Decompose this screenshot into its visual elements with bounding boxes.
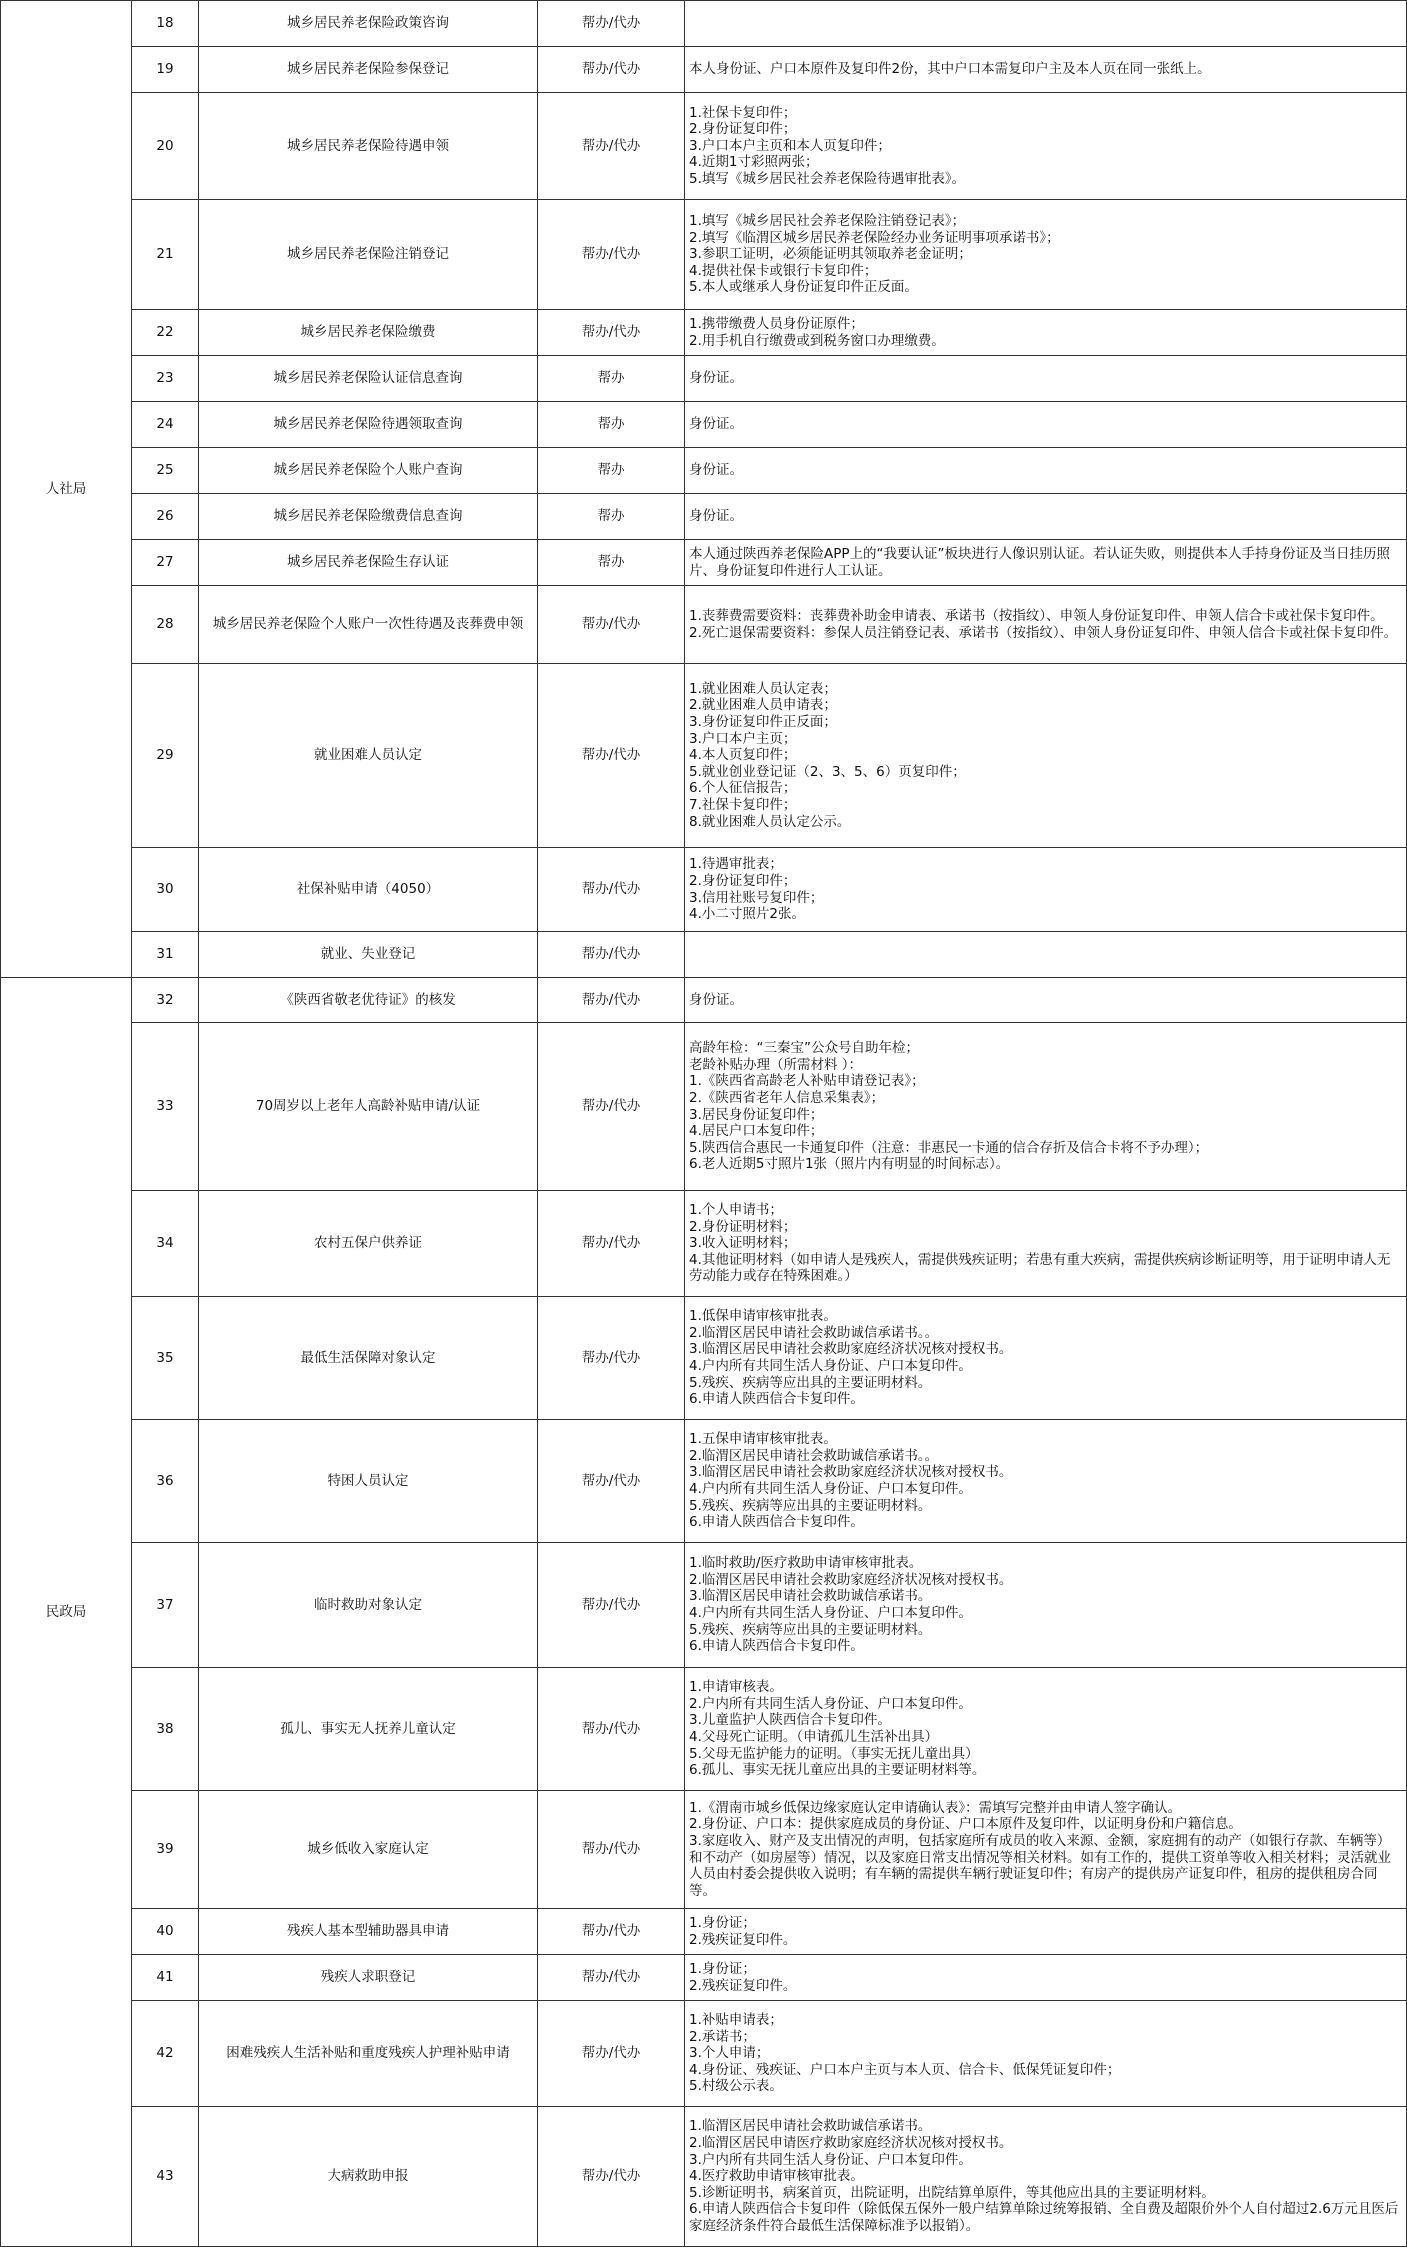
item-number: 41 — [132, 1955, 199, 2001]
service-mode: 帮办/代办 — [538, 1909, 685, 1955]
material-line: 2.残疾证复印件。 — [689, 1931, 797, 1948]
service-mode: 帮办/代办 — [538, 1668, 685, 1791]
material-line: 4.父母死亡证明。（申请孤儿生活补出具） — [689, 1729, 939, 1745]
item-number: 27 — [132, 540, 199, 586]
table-row — [1, 2107, 1407, 2247]
material-line: 1.身份证； — [689, 1914, 756, 1931]
item-number: 34 — [132, 1191, 199, 1297]
table-row — [1, 448, 1407, 494]
material-line: 1.《渭南市城乡低保边缘家庭认定申请确认表》：需填写完整并由申请人签字确认。 — [689, 1799, 1182, 1816]
materials-cell — [685, 402, 1407, 448]
item-name: 大病救助申报 — [199, 2107, 538, 2247]
material-line: 6.申请人陕西信合卡复印件（除低保五保外一般户结算单除过统筹报销、全自费及超限价外个人自付超过2.6万元且医后家庭经济条件符合最低生活保障标准予以报销）。 — [689, 2201, 1399, 2234]
material-line: 本人通过陕西养老保险APP上的“我要认证”板块进行人像识别认证。若认证失败，则提供本人手持身份证及当日挂历照片、身份证复印件进行人工认证。 — [689, 545, 1391, 579]
service-mode: 帮办/代办 — [538, 932, 685, 978]
material-line: 2.死亡退保需要资料：参保人员注销登记表、承诺书（按指纹）、申领人身份证复印件、申领人信合卡或社保卡复印件。 — [689, 624, 1398, 641]
material-line: 5.父母无监护能力的证明。（事实无抚儿童出具） — [689, 1745, 979, 1762]
table-row — [1, 93, 1407, 200]
material-line: 4.本人页复印件； — [689, 747, 797, 764]
item-name: 城乡居民养老保险缴费信息查询 — [199, 494, 538, 540]
item-name: 困难残疾人生活补贴和重度残疾人护理补贴申请 — [199, 2001, 538, 2107]
item-number: 28 — [132, 586, 199, 664]
material-line: 身份证。 — [689, 991, 743, 1008]
item-number: 29 — [132, 664, 199, 848]
item-name: 临时救助对象认定 — [199, 1543, 538, 1668]
materials-cell — [685, 664, 1407, 848]
material-line: 6.申请人陕西信合卡复印件。 — [689, 1638, 864, 1655]
material-line: 1.低保申请审核审批表。 — [689, 1308, 837, 1325]
material-line: 3.参职工证明，必须能证明其领取养老金证明； — [689, 246, 972, 263]
item-name: 城乡居民养老保险注销登记 — [199, 200, 538, 310]
material-line: 2.临渭区居民申请社会救助诚信承诺书。。 — [689, 1447, 939, 1464]
material-line: 4.户内所有共同生活人身份证、户口本复印件。 — [689, 1358, 972, 1374]
material-line: 5.残疾、疾病等应出具的主要证明材料。 — [689, 1497, 932, 1514]
materials-cell — [685, 494, 1407, 540]
materials-cell — [685, 310, 1407, 356]
service-mode: 帮办/代办 — [538, 1543, 685, 1668]
item-number: 26 — [132, 494, 199, 540]
service-mode: 帮办/代办 — [538, 93, 685, 200]
material-line: 2.《陕西省老年人信息采集表》； — [689, 1089, 885, 1106]
material-line: 6.个人征信报告； — [689, 780, 797, 797]
materials-cell — [685, 1191, 1407, 1297]
material-line: 2.身份证复印件； — [689, 872, 797, 889]
material-line: 1.身份证； — [689, 1960, 756, 1977]
material-line: 1.临渭区居民申请社会救助诚信承诺书。 — [689, 2118, 932, 2135]
material-line: 3.户口本户主页； — [689, 730, 797, 747]
item-number: 22 — [132, 310, 199, 356]
materials-cell — [685, 1791, 1407, 1909]
table-row — [1, 1, 1407, 47]
item-number: 32 — [132, 978, 199, 1023]
materials-cell — [685, 1909, 1407, 1955]
material-line: 1.待遇审批表； — [689, 856, 783, 873]
materials-cell — [685, 586, 1407, 664]
table-row — [1, 200, 1407, 310]
material-line: 身份证。 — [689, 508, 743, 525]
service-mode: 帮办/代办 — [538, 1023, 685, 1191]
material-line: 5.就业创业登记证（2、3、5、6）页复印件； — [689, 763, 966, 780]
item-name: 社保补贴申请（4050） — [199, 848, 538, 932]
material-line: 1.五保申请审核审批表。 — [689, 1431, 837, 1448]
material-line: 3.身份证复印件正反面； — [689, 714, 837, 731]
material-line: 5.残疾、疾病等应出具的主要证明材料。 — [689, 1374, 932, 1391]
materials-cell — [685, 1543, 1407, 1668]
materials-cell — [685, 848, 1407, 932]
material-line: 2.填写《临渭区城乡居民养老保险经办业务证明事项承诺书》； — [689, 229, 1060, 246]
table-row — [1, 1909, 1407, 1955]
materials-cell — [685, 1668, 1407, 1791]
service-mode: 帮办/代办 — [538, 978, 685, 1023]
materials-cell — [685, 1955, 1407, 2001]
service-mode: 帮办/代办 — [538, 1297, 685, 1420]
item-name: 残疾人基本型辅助器具申请 — [199, 1909, 538, 1955]
material-line: 5.诊断证明书，病案首页，出院证明，出院结算单原件，等其他应出具的主要证明材料。 — [689, 2184, 1215, 2201]
table-row — [1, 2001, 1407, 2107]
item-name: 《陕西省敬老优待证》的核发 — [199, 978, 538, 1023]
table-row — [1, 1297, 1407, 1420]
item-number: 42 — [132, 2001, 199, 2107]
material-line: 3.居民身份证复印件； — [689, 1106, 824, 1123]
materials-cell — [685, 978, 1407, 1023]
materials-cell — [685, 1420, 1407, 1543]
item-name: 农村五保户供养证 — [199, 1191, 538, 1297]
material-line: 身份证。 — [689, 462, 743, 479]
item-number: 31 — [132, 932, 199, 978]
materials-cell — [685, 2107, 1407, 2247]
item-name: 城乡居民养老保险生存认证 — [199, 540, 538, 586]
material-line: 1.填写《城乡居民社会养老保险注销登记表》； — [689, 213, 966, 230]
table-row — [1, 47, 1407, 93]
material-line: 3.户内所有共同生活人身份证、户口本复印件。 — [689, 2151, 972, 2168]
material-line: 8.就业困难人员认定公示。 — [689, 813, 851, 830]
material-line: 2.身份证复印件； — [689, 121, 797, 138]
material-line: 5.陕西信合惠民一卡通复印件（注意：非惠民一卡通的信合存折及信合卡将不予办理）； — [689, 1139, 1209, 1156]
table-row — [1, 848, 1407, 932]
item-number: 20 — [132, 93, 199, 200]
material-line: 6.申请人陕西信合卡复印件。 — [689, 1391, 864, 1408]
material-line: 5.村级公示表。 — [689, 2078, 783, 2095]
material-line: 6.孤儿、事实无抚儿童应出具的主要证明材料等。 — [689, 1762, 986, 1779]
item-name: 特困人员认定 — [199, 1420, 538, 1543]
service-mode: 帮办/代办 — [538, 310, 685, 356]
table-row — [1, 1791, 1407, 1909]
materials-cell — [685, 93, 1407, 200]
service-mode: 帮办/代办 — [538, 1955, 685, 2001]
item-number: 38 — [132, 1668, 199, 1791]
item-number: 30 — [132, 848, 199, 932]
service-mode: 帮办/代办 — [538, 1, 685, 47]
item-number: 36 — [132, 1420, 199, 1543]
material-line: 高龄年检：“三秦宝”公众号自助年检； — [689, 1040, 919, 1057]
service-mode: 帮办/代办 — [538, 2001, 685, 2107]
service-mode: 帮办/代办 — [538, 1420, 685, 1543]
item-number: 40 — [132, 1909, 199, 1955]
service-mode: 帮办/代办 — [538, 848, 685, 932]
item-name: 城乡居民养老保险个人账户一次性待遇及丧葬费申领 — [199, 586, 538, 664]
material-line: 2.就业困难人员申请表； — [689, 697, 837, 714]
material-line: 2.用手机自行缴费或到税务窗口办理缴费。 — [689, 332, 945, 349]
materials-cell — [685, 448, 1407, 494]
material-line: 2.临渭区居民申请医疗救助家庭经济状况核对授权书。 — [689, 2135, 1013, 2152]
material-line: 4.身份证、残疾证、户口本户主页与本人页、信合卡、低保凭证复印件； — [689, 2061, 1121, 2078]
item-name: 就业困难人员认定 — [199, 664, 538, 848]
table-row — [1, 494, 1407, 540]
item-name: 城乡居民养老保险认证信息查询 — [199, 356, 538, 402]
materials-cell — [685, 1023, 1407, 1191]
material-line: 2.户内所有共同生活人身份证、户口本复印件。 — [689, 1695, 972, 1712]
material-line: 1.丧葬费需要资料：丧葬费补助金申请表、承诺书（按指纹）、申领人身份证复印件、申领人信合卡或社保卡复印件。 — [689, 607, 1384, 624]
material-line: 3.家庭收入、财产及支出情况的声明，包括家庭所有成员的收入来源、金额，家庭拥有的动产（如银行存款、车辆等）和不动产（如房屋等）情况，以及家庭日常支出情况等相关材料。如有工作的，提供工资单等收入相关材料；灵活就业人员由村委会提供收入说明；有车辆的需提供车辆行驶证复印件；有房产的提供房产证复印件，租房的提供租房合同等。 — [689, 1832, 1391, 1899]
service-mode: 帮办 — [538, 356, 685, 402]
table-row — [1, 1191, 1407, 1297]
material-line: 1.携带缴费人员身份证原件； — [689, 315, 864, 332]
material-line: 1.补贴申请表； — [689, 2012, 783, 2029]
service-mode: 帮办/代办 — [538, 200, 685, 310]
table-row — [1, 402, 1407, 448]
table-row — [1, 1543, 1407, 1668]
material-line: 4.其他证明材料（如申请人是残疾人，需提供残疾证明；若患有重大疾病，需提供疾病诊断证明等，用于证明申请人无劳动能力或存在特殊困难。） — [689, 1251, 1391, 1285]
item-number: 37 — [132, 1543, 199, 1668]
item-name: 城乡居民养老保险参保登记 — [199, 47, 538, 93]
material-line: 4.户内所有共同生活人身份证、户口本复印件。 — [689, 1605, 972, 1621]
materials-cell — [685, 200, 1407, 310]
material-line: 1.社保卡复印件； — [689, 104, 797, 121]
material-line: 老龄补贴办理（所需材料 ）： — [689, 1056, 863, 1073]
material-line: 5.残疾、疾病等应出具的主要证明材料。 — [689, 1621, 932, 1638]
material-line: 5.填写《城乡居民社会养老保险待遇审批表》。 — [689, 170, 966, 187]
table-row — [1, 1023, 1407, 1191]
service-mode: 帮办 — [538, 448, 685, 494]
material-line: 4.居民户口本复印件； — [689, 1123, 824, 1140]
table-row — [1, 1668, 1407, 1791]
material-line: 3.临渭区居民申请社会救助家庭经济状况核对授权书。 — [689, 1464, 1013, 1481]
item-name: 城乡居民养老保险待遇申领 — [199, 93, 538, 200]
material-line: 1.《陕西省高龄老人补贴申请登记表》； — [689, 1073, 925, 1090]
item-name: 城乡低收入家庭认定 — [199, 1791, 538, 1909]
material-line: 身份证。 — [689, 370, 743, 387]
material-line: 3.临渭区居民申请社会救助家庭经济状况核对授权书。 — [689, 1341, 1013, 1358]
service-mode: 帮办 — [538, 402, 685, 448]
service-mode: 帮办 — [538, 494, 685, 540]
item-name: 就业、失业登记 — [199, 932, 538, 978]
department-cell: 人社局 — [1, 1, 132, 978]
item-name: 残疾人求职登记 — [199, 1955, 538, 2001]
material-line: 1.申请审核表。 — [689, 1679, 783, 1696]
material-line: 2.身份证、户口本：提供家庭成员的身份证、户口本原件及复印件，以证明身份和户籍信息。 — [689, 1816, 1242, 1833]
table-row — [1, 932, 1407, 978]
material-line: 6.老人近期5寸照片1张（照片内有明显的时间标志）。 — [689, 1156, 1010, 1173]
materials-cell — [685, 2001, 1407, 2107]
material-line: 2.临渭区居民申请社会救助家庭经济状况核对授权书。 — [689, 1571, 1013, 1588]
item-number: 19 — [132, 47, 199, 93]
table-row — [1, 978, 1407, 1023]
material-line: 3.个人申请； — [689, 2045, 770, 2062]
material-line: 1.个人申请书； — [689, 1202, 783, 1219]
material-line: 4.近期1寸彩照两张； — [689, 154, 819, 171]
item-number: 18 — [132, 1, 199, 47]
material-line: 3.户口本户主页和本人页复印件； — [689, 137, 891, 154]
table-row — [1, 664, 1407, 848]
material-line: 2.临渭区居民申请社会救助诚信承诺书。。 — [689, 1324, 939, 1341]
table-row — [1, 310, 1407, 356]
service-mode: 帮办/代办 — [538, 2107, 685, 2247]
material-line: 本人身份证、户口本原件及复印件2份，其中户口本需复印户主及本人页在同一张纸上。 — [689, 61, 1211, 78]
material-line: 2.承诺书； — [689, 2028, 756, 2045]
material-line: 3.临渭区居民申请社会救助诚信承诺书。 — [689, 1588, 932, 1605]
material-line: 1.就业困难人员认定表； — [689, 680, 837, 697]
materials-cell — [685, 1, 1407, 47]
item-number: 35 — [132, 1297, 199, 1420]
item-number: 21 — [132, 200, 199, 310]
item-name: 70周岁以上老年人高龄补贴申请/认证 — [199, 1023, 538, 1191]
materials-cell — [685, 540, 1407, 586]
material-line: 4.户内所有共同生活人身份证、户口本复印件。 — [689, 1481, 972, 1497]
item-name: 城乡居民养老保险政策咨询 — [199, 1, 538, 47]
service-mode: 帮办/代办 — [538, 1191, 685, 1297]
material-line: 2.残疾证复印件。 — [689, 1977, 797, 1994]
table-row — [1, 586, 1407, 664]
department-cell: 民政局 — [1, 978, 132, 2247]
materials-cell — [685, 356, 1407, 402]
item-number: 24 — [132, 402, 199, 448]
material-line: 4.小二寸照片2张。 — [689, 906, 805, 923]
service-mode: 帮办/代办 — [538, 586, 685, 664]
item-name: 孤儿、事实无人抚养儿童认定 — [199, 1668, 538, 1791]
material-line: 3.信用社账号复印件； — [689, 889, 824, 906]
service-mode: 帮办 — [538, 540, 685, 586]
material-line: 身份证。 — [689, 416, 743, 433]
service-mode: 帮办/代办 — [538, 664, 685, 848]
item-name: 城乡居民养老保险待遇领取查询 — [199, 402, 538, 448]
material-line: 3.儿童监护人陕西信合卡复印件。 — [689, 1712, 891, 1729]
material-line: 3.收入证明材料； — [689, 1235, 797, 1252]
item-number: 43 — [132, 2107, 199, 2247]
materials-cell — [685, 1297, 1407, 1420]
material-line: 2.身份证明材料； — [689, 1218, 797, 1235]
materials-cell — [685, 932, 1407, 978]
material-line: 5.本人或继承人身份证复印件正反面。 — [689, 279, 918, 296]
material-line: 4.医疗救助申请审核审批表。 — [689, 2168, 864, 2185]
item-number: 39 — [132, 1791, 199, 1909]
item-name: 城乡居民养老保险个人账户查询 — [199, 448, 538, 494]
service-mode: 帮办/代办 — [538, 47, 685, 93]
table-row — [1, 356, 1407, 402]
table-row — [1, 540, 1407, 586]
item-number: 23 — [132, 356, 199, 402]
material-line: 1.临时救助/医疗救助申请审核审批表。 — [689, 1555, 923, 1572]
item-name: 城乡居民养老保险缴费 — [199, 310, 538, 356]
service-mode: 帮办/代办 — [538, 1791, 685, 1909]
table-row — [1, 1420, 1407, 1543]
material-line: 6.申请人陕西信合卡复印件。 — [689, 1514, 864, 1531]
material-line: 7.社保卡复印件； — [689, 796, 797, 813]
material-line: 4.提供社保卡或银行卡复印件； — [689, 262, 878, 279]
item-name: 最低生活保障对象认定 — [199, 1297, 538, 1420]
materials-cell — [685, 47, 1407, 93]
item-number: 33 — [132, 1023, 199, 1191]
table-row — [1, 1955, 1407, 2001]
item-number: 25 — [132, 448, 199, 494]
